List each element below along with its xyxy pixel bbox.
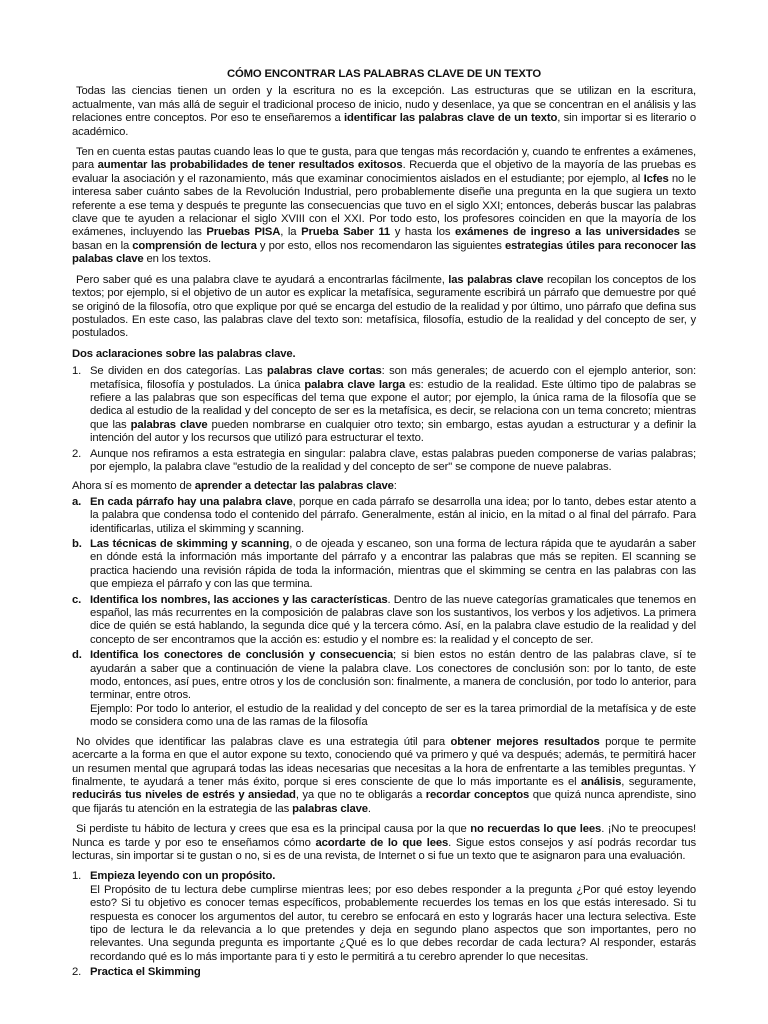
document-title: CÓMO ENCONTRAR LAS PALABRAS CLAVE DE UN TEXTO bbox=[227, 68, 541, 80]
bold-run: Icfes bbox=[643, 172, 669, 185]
text-run: Si perdiste tu hábito de lectura y crees que esa es la principal causa por la que bbox=[76, 823, 471, 836]
list-marker: c. bbox=[72, 593, 82, 606]
list-item bbox=[72, 496, 696, 536]
bold-run: las palabras clave bbox=[448, 273, 544, 286]
text-run: recopilan los conceptos de los textos; por ejemplo, si el objetivo de un autor es explicar la metafísica, seguramente escribirá un párrafo que demuestre por qué se originó de la filosofía, otro que explique por qué se encarga del estudio de la realidad y por último, uno párrafo que defina sus postulados. En este caso, las palabras clave del texto son: metafísica, filosofía, estudio de la realidad y del concepto de ser, y postulados. bbox=[72, 273, 696, 340]
text-run: Todas las ciencias tienen un orden y la escritura no es la excepción. Las estructuras que se utilizan en la escritura, actualmente, van más allá de seguir el tradicional proceso de inicio, nudo y desenlace, ya que se concentran en el análisis y las relaciones entre conceptos. Por eso te enseñaremos a bbox=[72, 85, 696, 125]
text-run: Se dividen en dos categorías. Las bbox=[90, 365, 267, 378]
paragraph-guidelines bbox=[72, 146, 696, 267]
bold-run: Las técnicas de skimming y scanning bbox=[90, 538, 290, 550]
bold-run: análisis bbox=[581, 775, 622, 788]
text-run: , seguramente, bbox=[621, 775, 696, 788]
text-run: . ¡No te preocupes! Nunca es tarde y por eso te enseñamos cómo bbox=[72, 823, 696, 849]
bold-run: palabras clave bbox=[130, 418, 208, 431]
text-run: es: estudio de la realidad. Este último tipo de palabras se refiere a las palabras que son específicas del tema que expone el autor; por ejemplo, la única rama de la filosofía que se dedica al estudio de la realidad y del concepto de ser es la metafísica, es decir, se relaciona con un tema concreto; mientras que las bbox=[90, 378, 696, 431]
paragraph-definition bbox=[72, 274, 696, 341]
text-run: , la bbox=[280, 226, 302, 239]
example-text: Ejemplo: Por todo lo anterior, el estudio de la realidad y del concepto de ser es la tarea primordial de la metafísica y de este modo se considera como una de las ramas de la filosofía bbox=[90, 702, 696, 729]
list-marker: 2. bbox=[72, 966, 82, 979]
text-run: , o de ojeada y escaneo, son una forma de lectura rápida que te ayudarán a saber en dónde está la información más importante del párrafo y a encontrar las palabras que más se repiten. El scanning se practica haciendo una revisión rápida de toda la información, mientras que el skimming se centra en las palabras con las que empieza el párrafo y con las que termina. bbox=[90, 538, 696, 591]
bold-run: En cada párrafo hay una palabra clave bbox=[90, 495, 293, 508]
bold-run: palabra clave larga bbox=[304, 378, 406, 391]
bold-run: no recuerdas lo que lees bbox=[470, 823, 602, 836]
bold-run: comprensión de lectura bbox=[132, 239, 257, 252]
text-run: ; si bien estos no están dentro de las palabras clave, sí te ayudarán a saber que a continuación de viene la palabra clave. Los conectores de conclusión son: por lo tanto, de este modo, entonces, así pues, entre otros y los de conclusión son: finalmente, a manera de conclusión, por todo lo anterior, para terminar, entre otros. bbox=[90, 649, 696, 702]
list-item bbox=[72, 594, 696, 648]
bold-run: reducirás tus niveles de estrés y ansiedad bbox=[72, 789, 296, 802]
text-run: : son más generales; de acuerdo con el ejemplo anterior, son: metafísica, filosofía y postulados. La única bbox=[90, 365, 696, 391]
bold-run: Identifica los nombres, las acciones y las características bbox=[90, 593, 388, 606]
bold-run: Prueba Saber 11 bbox=[301, 226, 391, 239]
list-marker: a. bbox=[72, 495, 82, 508]
bold-run: estrategias útiles para reconocer las palabas clave bbox=[72, 239, 696, 266]
bold-run: Pruebas PISA bbox=[206, 226, 281, 239]
item-body: El Propósito de tu lectura debe cumplirse mientras lees; por eso debes responder a la pregunta ¿Por qué estoy leyendo esto? Si tu objetivo es conocer temas específicos, probablemente recuerdes los temas en los que estás interesado. Si tu respuesta es conocer los argumentos del autor, tu cerebro se enfocará en esto y lograrás hacer una lectura selectiva. Este tipo de lectura le da relevancia a lo que pretendes y deja en segundo plano aspectos que son importantes, pero no relevantes. Una segunda pregunta es importante ¿Qué es lo que debes recordar de cada lectura? Al responder, estarás recordando qué es lo más importante para ti y esto le permitirá a tu cerebro aprender lo que necesitas. bbox=[90, 883, 696, 963]
text-run: porque te permite acercarte a la forma en que el autor expone su texto, conociendo qué va primero y qué va después; además, te permitirá hacer un resumen mental que agrupará todas las ideas necesarias que necesitas a la hora de enfrentarte a las temibles preguntas. Y finalmente, te ayudará a tener más éxito, porque si eres consciente de que lo más importante es el bbox=[72, 735, 696, 788]
text-run: . Dentro de las nueve categorías gramaticales que tenemos en español, las más recurrentes en la composición de palabras clave son los sustantivos, los verbos y los adjetivos. La primera dice de quién se está hablando, la segunda dice qué y la tercera cómo. Así, en la palabra clave estudio de la realidad y del concepto de ser encontramos que la acción es: estudio y el nombre es: la realidad y el concepto de ser. bbox=[90, 593, 696, 646]
bold-run: obtener mejores resultados bbox=[450, 735, 600, 748]
bold-run: palabras clave cortas bbox=[266, 365, 382, 378]
text-run: , porque en cada párrafo se desarrolla una idea; por lo tanto, debes estar atento a la palabra que condensa todo el contenido del párrafo. Generalmente, están al inicio, en la mitad o al final del párrafo. Para identificarlas, utiliza el skimming y scanning. bbox=[90, 495, 696, 535]
bold-run: Practica el Skimming bbox=[90, 966, 201, 979]
list-marker: 1. bbox=[72, 870, 82, 883]
text-run: Ahora sí es momento de bbox=[72, 480, 195, 493]
text-run: se basan en la bbox=[72, 226, 696, 252]
text-run: y por esto, ellos nos recomendaron las siguientes bbox=[256, 239, 505, 252]
text-run: . Sigue estos consejos y así podrás recordar tus lecturas, sin importar si te gustan o no, si es de una revista, de Internet o si fue un texto que te asignaron para una evaluación. bbox=[72, 836, 696, 862]
bold-run: Empieza leyendo con un propósito. bbox=[90, 870, 276, 883]
bold-run: exámenes de ingreso a las universidades bbox=[455, 226, 680, 239]
list-item bbox=[72, 649, 696, 729]
list-marker: 1. bbox=[72, 365, 82, 378]
paragraph-benefits bbox=[72, 736, 696, 816]
text-run: . bbox=[367, 802, 371, 815]
list-item bbox=[72, 538, 696, 592]
list-item bbox=[72, 448, 696, 475]
paragraph-reading-habit bbox=[72, 823, 696, 863]
text-run: y hasta los bbox=[390, 226, 456, 239]
bold-run: recordar conceptos bbox=[425, 789, 530, 802]
paragraph-intro bbox=[72, 85, 696, 139]
text-run: Aunque nos refiramos a esta estrategia en singular: palabra clave, estas palabras pueden componerse de varias palabras; por ejemplo, la palabra clave "estudio de la realidad y del concepto de ser" se compone de nueve palabras. bbox=[90, 447, 696, 473]
list-marker: 2. bbox=[72, 447, 82, 460]
text-run: pueden nombrarse en cualquier otro texto; sin embargo, estas ayudan a estructurar y a definir la intención del autor y los recursos que utilizó para estructurar el texto. bbox=[90, 418, 696, 445]
bold-run: aprender a detectar las palabras clave bbox=[194, 480, 394, 493]
text-run: no le interesa saber cuánto sabes de la Revolución Industrial, pero probablemente diseñe una pregunta en la que sugiera un texto referente a ese tema y después te pregunte las consecuencias que tuvo en el siglo XXI; entonces, deberás buscar las palabras clave que te ayuden a relacionar el siglo XVIII con el XXI. Por todo esto, los profesores coinciden en que la mayoría de los exámenes, incluyendo las bbox=[72, 172, 696, 239]
list-item bbox=[72, 365, 696, 445]
list-marker: b. bbox=[72, 538, 82, 550]
bold-run: acordarte de lo que lees bbox=[315, 836, 449, 849]
text-run: No olvides que identificar las palabras clave es una estrategia útil para bbox=[76, 735, 451, 748]
bold-run: aumentar las probabilidades de tener resultados exitosos bbox=[97, 159, 403, 172]
paragraph-detect bbox=[72, 480, 696, 493]
text-run: Ten en cuenta estas pautas cuando leas lo que te gusta, para que tengas más recordación y, cuando te enfrentes a exámenes, para bbox=[72, 146, 696, 172]
text-run: . Recuerda que el objetivo de la mayoría de las pruebas es evaluar la asociación y el razonamiento, más que examinar conocimientos aislados en el estudiante; por ejemplo, al bbox=[72, 159, 696, 185]
list-item bbox=[72, 870, 696, 964]
text-run: : bbox=[393, 480, 397, 493]
list-marker: d. bbox=[72, 649, 82, 662]
text-run: , ya que no te obligarás a bbox=[295, 789, 426, 802]
list-item bbox=[72, 966, 696, 979]
bold-run: palabras clave bbox=[292, 802, 368, 815]
text-run: en los textos. bbox=[143, 253, 211, 266]
text-run: que quizá nunca aprendiste, sino que fijarás tu atención en la estrategia de las bbox=[72, 789, 696, 815]
section-heading: Dos aclaraciones sobre las palabras clave. bbox=[72, 347, 296, 360]
bold-run: Identifica los conectores de conclusión y consecuencia bbox=[90, 649, 393, 662]
text-run: Pero saber qué es una palabra clave te ayudará a encontrarlas fácilmente, bbox=[76, 273, 449, 286]
text-run: , sin importar si es literario o académico. bbox=[72, 112, 696, 138]
bold-run: identificar las palabras clave de un texto bbox=[344, 112, 558, 125]
